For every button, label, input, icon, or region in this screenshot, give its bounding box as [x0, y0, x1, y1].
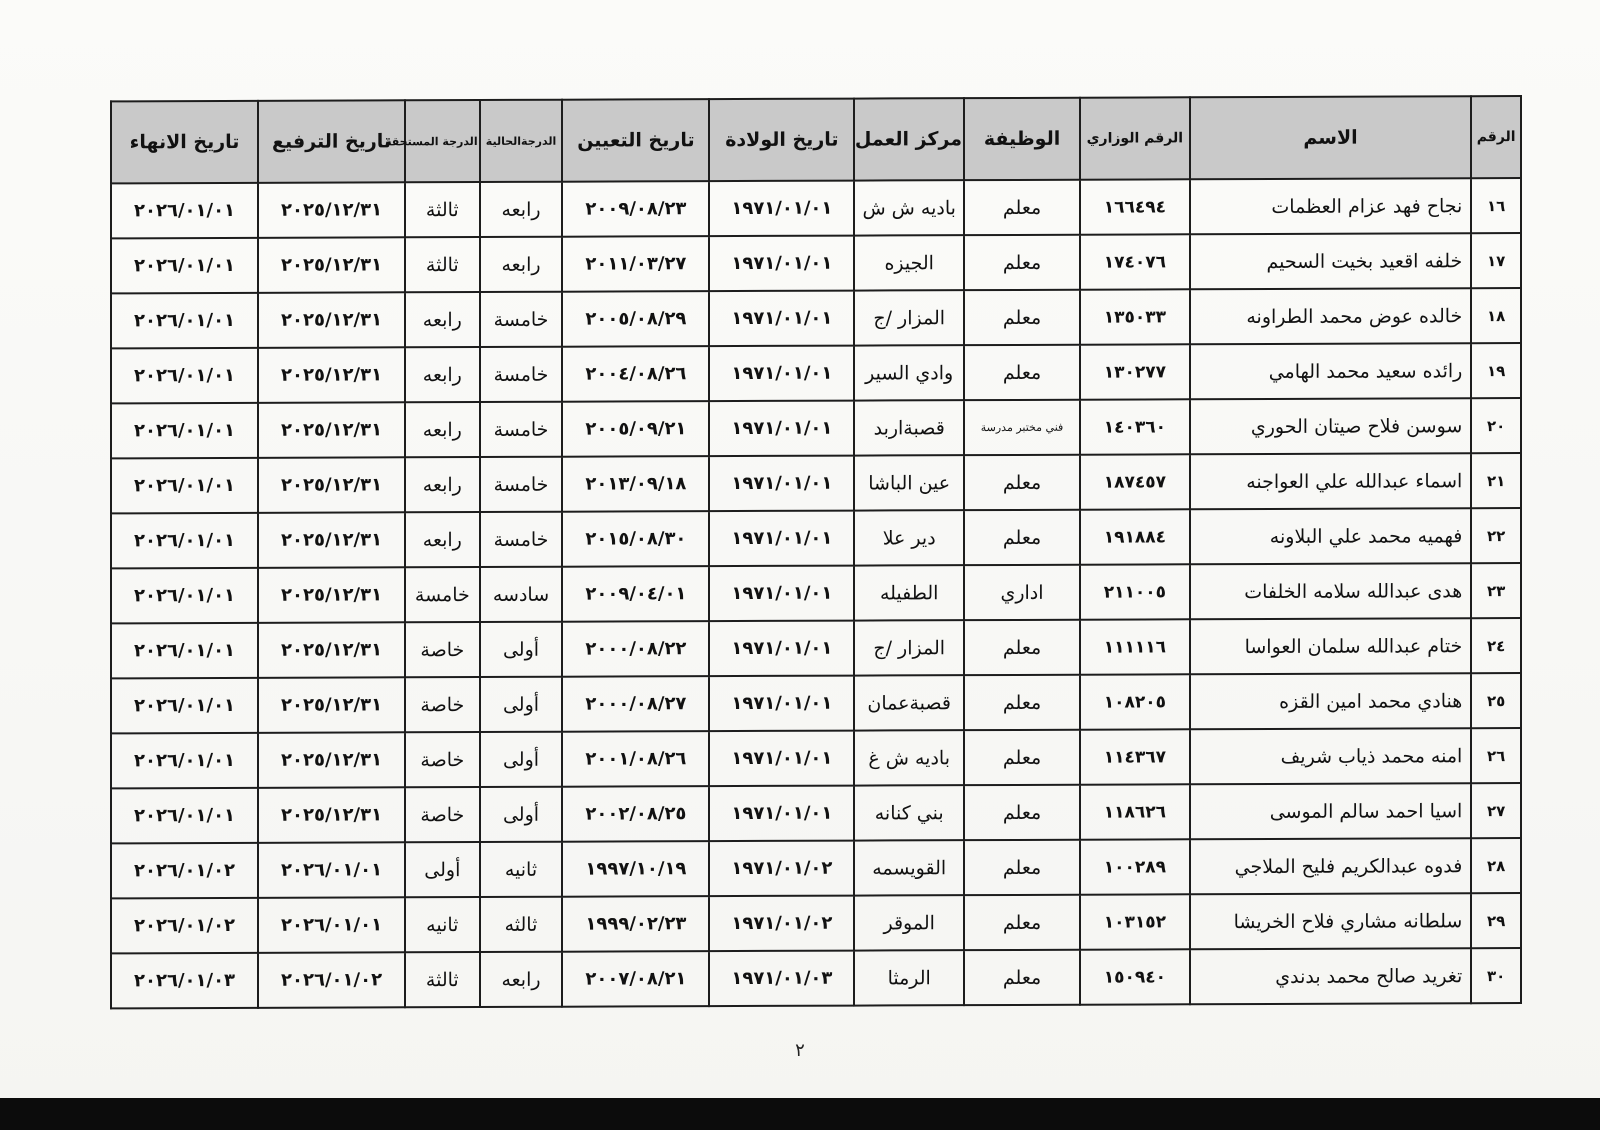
birth-date-cell: ١٩٧١/٠١/٠١	[709, 346, 854, 402]
appointment-date-cell: ١٩٩٩/٠٢/٢٣	[562, 896, 709, 952]
birth-date-cell: ١٩٧١/٠١/٠١	[709, 566, 854, 622]
ministry-number-cell: ١٠٣١٥٢	[1080, 894, 1190, 949]
due-grade-cell: خامسة	[405, 567, 480, 622]
end-date-cell: ٢٠٢٦/٠١/٠١	[111, 293, 258, 349]
employee-name-cell: سلطانه مشاري فلاح الخريشا	[1190, 893, 1472, 949]
end-date-cell: ٢٠٢٦/٠١/٠١	[111, 568, 258, 624]
appointment-date-cell: ٢٠٠٩/٠٤/٠١	[562, 566, 709, 622]
due-grade-cell: رابعه	[405, 512, 480, 567]
table-row	[111, 453, 1521, 513]
work-center-cell: الجيزه	[854, 235, 964, 290]
employee-name-cell: امنه محمد ذياب شريف	[1190, 728, 1472, 784]
promotion-date-cell: ٢٠٢٥/١٢/٣١	[258, 512, 405, 568]
job-title-cell: معلم	[964, 290, 1080, 345]
table-row	[111, 948, 1521, 1008]
ministry-number-cell: ١٩١٨٨٤	[1080, 509, 1190, 564]
scan-edge-band	[0, 1098, 1600, 1130]
work-center-cell: عين الباشا	[854, 455, 964, 510]
job-title-cell: معلم	[964, 730, 1080, 785]
job-title-cell: معلم	[964, 785, 1080, 840]
employee-name-cell: خالده عوض محمد الطراونه	[1190, 288, 1472, 344]
employee-name-cell: ختام عبدالله سلمان العواسا	[1190, 618, 1472, 674]
due-grade-cell: ثالثة	[405, 237, 480, 292]
employee-name-cell: اسماء عبدالله علي العواجنه	[1190, 453, 1472, 509]
end-date-cell: ٢٠٢٦/٠١/٠١	[111, 513, 258, 569]
row-index-cell: ٢٠	[1471, 398, 1521, 453]
table-row	[111, 893, 1521, 953]
job-title-cell: معلم	[964, 620, 1080, 675]
ministry-number-cell: ١٤٠٣٦٠	[1080, 399, 1190, 454]
work-center-cell: الطفيله	[854, 565, 964, 620]
employee-name-cell: هنادي محمد امين القزه	[1190, 673, 1472, 729]
promotion-date-cell: ٢٠٢٥/١٢/٣١	[258, 787, 405, 843]
current-grade-cell: خامسة	[480, 402, 563, 457]
birth-date-cell: ١٩٧١/٠١/٠٢	[709, 841, 854, 897]
header-appointment-date: تاريخ التعيين	[562, 99, 709, 182]
ministry-number-cell: ١٠٠٢٨٩	[1080, 839, 1190, 894]
end-date-cell: ٢٠٢٦/٠١/٠١	[111, 238, 258, 294]
end-date-cell: ٢٠٢٦/٠١/٠١	[111, 403, 258, 459]
ministry-number-cell: ١٦٦٤٩٤	[1080, 179, 1190, 234]
promotion-date-cell: ٢٠٢٥/١٢/٣١	[258, 347, 405, 403]
employee-name-cell: تغريد صالح محمد بدندي	[1190, 948, 1472, 1004]
end-date-cell: ٢٠٢٦/٠١/٠٢	[111, 898, 258, 954]
work-center-cell: باديه ش غ	[854, 730, 964, 785]
header-name: الاسم	[1190, 96, 1472, 179]
job-title-cell: معلم	[964, 455, 1080, 510]
promotion-date-cell: ٢٠٢٥/١٢/٣١	[258, 182, 405, 238]
birth-date-cell: ١٩٧١/٠١/٠١	[709, 511, 854, 567]
table-header-row	[111, 96, 1521, 183]
work-center-cell: قصبةاربد	[854, 400, 964, 455]
promotion-date-cell: ٢٠٢٥/١٢/٣١	[258, 457, 405, 513]
ministry-number-cell: ١١١١١٦	[1080, 619, 1190, 674]
row-index-cell: ٢٢	[1471, 508, 1521, 563]
work-center-cell: وادي السير	[854, 345, 964, 400]
table-row	[111, 398, 1521, 458]
employee-name-cell: هدى عبدالله سلامه الخلفات	[1190, 563, 1472, 619]
table-row	[111, 233, 1521, 293]
work-center-cell: باديه ش ش	[854, 180, 964, 235]
table-row	[111, 618, 1521, 678]
due-grade-cell: رابعه	[405, 292, 480, 347]
table-row	[111, 178, 1521, 238]
job-title-cell: معلم	[964, 675, 1080, 730]
job-title-cell: فني مختبر مدرسة	[964, 400, 1080, 455]
current-grade-cell: خامسة	[480, 347, 563, 402]
header-work-center: مركز العمل	[854, 98, 964, 180]
due-grade-cell: رابعه	[405, 457, 480, 512]
promotion-date-cell: ٢٠٢٥/١٢/٣١	[258, 567, 405, 623]
appointment-date-cell: ٢٠٠٩/٠٨/٢٣	[562, 181, 709, 237]
ministry-number-cell: ١١٨٦٢٦	[1080, 784, 1190, 839]
birth-date-cell: ١٩٧١/٠١/٠١	[709, 621, 854, 677]
birth-date-cell: ١٩٧١/٠١/٠١	[709, 786, 854, 842]
row-index-cell: ٢٩	[1471, 893, 1521, 948]
header-promotion-date: تاريخ الترفيع	[258, 100, 405, 183]
row-index-cell: ١٩	[1471, 343, 1521, 398]
ministry-number-cell: ٢١١٠٠٥	[1080, 564, 1190, 619]
birth-date-cell: ١٩٧١/٠١/٠١	[709, 291, 854, 347]
due-grade-cell: ثانيه	[405, 897, 480, 952]
promotion-date-cell: ٢٠٢٦/٠١/٠١	[258, 897, 405, 953]
appointment-date-cell: ١٩٩٧/١٠/١٩	[562, 841, 709, 897]
end-date-cell: ٢٠٢٦/٠١/٠١	[111, 458, 258, 514]
row-index-cell: ١٨	[1471, 288, 1521, 343]
ministry-number-cell: ١٨٧٤٥٧	[1080, 454, 1190, 509]
promotion-date-cell: ٢٠٢٦/٠١/٠٢	[258, 952, 405, 1008]
end-date-cell: ٢٠٢٦/٠١/٠١	[111, 348, 258, 404]
header-ministry-number: الرقم الوزاري	[1080, 97, 1190, 179]
work-center-cell: المزار /ج	[854, 620, 964, 675]
birth-date-cell: ١٩٧١/٠١/٠١	[709, 401, 854, 457]
end-date-cell: ٢٠٢٦/٠١/٠١	[111, 733, 258, 789]
row-index-cell: ٢٧	[1471, 783, 1521, 838]
row-index-cell: ٢٣	[1471, 563, 1521, 618]
header-end-date: تاريخ الانهاء	[111, 101, 258, 184]
due-grade-cell: أولى	[405, 842, 480, 897]
appointment-date-cell: ٢٠٠١/٠٨/٢٦	[562, 731, 709, 787]
appointment-date-cell: ٢٠١١/٠٣/٢٧	[562, 236, 709, 292]
job-title-cell: معلم	[964, 895, 1080, 950]
job-title-cell: معلم	[964, 510, 1080, 565]
work-center-cell: الرمثا	[854, 950, 964, 1005]
employee-name-cell: فدوه عبدالكريم فليح الملاجي	[1190, 838, 1472, 894]
ministry-number-cell: ١٥٠٩٤٠	[1080, 949, 1190, 1004]
end-date-cell: ٢٠٢٦/٠١/٠١	[111, 183, 258, 239]
table-row	[111, 838, 1521, 898]
ministry-number-cell: ١٣٠٢٧٧	[1080, 344, 1190, 399]
appointment-date-cell: ٢٠٠٥/٠٩/٢١	[562, 401, 709, 457]
promotion-date-cell: ٢٠٢٥/١٢/٣١	[258, 292, 405, 348]
job-title-cell: معلم	[964, 345, 1080, 400]
header-index: الرقم	[1471, 96, 1521, 178]
work-center-cell: القويسمه	[854, 840, 964, 895]
current-grade-cell: رابعه	[480, 237, 563, 292]
due-grade-cell: خاصة	[405, 787, 480, 842]
table-row	[111, 508, 1521, 568]
current-grade-cell: خامسة	[480, 457, 563, 512]
employee-promotion-table	[110, 95, 1522, 1009]
due-grade-cell: خاصة	[405, 677, 480, 732]
employee-name-cell: خلفه اقعيد بخيت السحيم	[1190, 233, 1472, 289]
row-index-cell: ٣٠	[1471, 948, 1521, 1003]
birth-date-cell: ١٩٧١/٠١/٠١	[709, 456, 854, 512]
employee-name-cell: فهميه محمد علي البلاونه	[1190, 508, 1472, 564]
current-grade-cell: رابعه	[480, 952, 563, 1007]
appointment-date-cell: ٢٠٠٥/٠٨/٢٩	[562, 291, 709, 347]
end-date-cell: ٢٠٢٦/٠١/٠١	[111, 623, 258, 679]
due-grade-cell: خاصة	[405, 732, 480, 787]
appointment-date-cell: ٢٠٠٧/٠٨/٢١	[562, 951, 709, 1007]
birth-date-cell: ١٩٧١/٠١/٠٣	[709, 951, 854, 1007]
due-grade-cell: رابعه	[405, 402, 480, 457]
ministry-number-cell: ١٧٤٠٧٦	[1080, 234, 1190, 289]
ministry-number-cell: ١٠٨٢٠٥	[1080, 674, 1190, 729]
employee-name-cell: نجاح فهد عزام العظمات	[1190, 178, 1472, 234]
header-birth-date: تاريخ الولادة	[709, 99, 854, 182]
row-index-cell: ١٧	[1471, 233, 1521, 288]
work-center-cell: بني كنانه	[854, 785, 964, 840]
promotion-date-cell: ٢٠٢٥/١٢/٣١	[258, 622, 405, 678]
current-grade-cell: ثالثه	[480, 897, 563, 952]
header-job: الوظيفة	[964, 98, 1080, 180]
current-grade-cell: رابعه	[480, 182, 563, 237]
promotion-date-cell: ٢٠٢٥/١٢/٣١	[258, 402, 405, 458]
birth-date-cell: ١٩٧١/٠١/٠٢	[709, 896, 854, 952]
current-grade-cell: خامسة	[480, 292, 563, 347]
row-index-cell: ٢١	[1471, 453, 1521, 508]
job-title-cell: معلم	[964, 840, 1080, 895]
promotion-date-cell: ٢٠٢٥/١٢/٣١	[258, 732, 405, 788]
job-title-cell: معلم	[964, 180, 1080, 235]
appointment-date-cell: ٢٠١٣/٠٩/١٨	[562, 456, 709, 512]
end-date-cell: ٢٠٢٦/٠١/٠١	[111, 678, 258, 734]
work-center-cell: الموقر	[854, 895, 964, 950]
promotion-date-cell: ٢٠٢٥/١٢/٣١	[258, 677, 405, 733]
row-index-cell: ٢٦	[1471, 728, 1521, 783]
birth-date-cell: ١٩٧١/٠١/٠١	[709, 731, 854, 787]
table-body	[111, 178, 1521, 1008]
header-current-grade: الدرجةالحالية	[480, 100, 563, 182]
current-grade-cell: ثانيه	[480, 842, 563, 897]
row-index-cell: ١٦	[1471, 178, 1521, 233]
job-title-cell: اداري	[964, 565, 1080, 620]
current-grade-cell: أولى	[480, 787, 563, 842]
table-row	[111, 288, 1521, 348]
row-index-cell: ٢٨	[1471, 838, 1521, 893]
ministry-number-cell: ١١٤٣٦٧	[1080, 729, 1190, 784]
end-date-cell: ٢٠٢٦/٠١/٠١	[111, 788, 258, 844]
work-center-cell: المزار /ج	[854, 290, 964, 345]
due-grade-cell: خاصة	[405, 622, 480, 677]
appointment-date-cell: ٢٠٠٠/٠٨/٢٢	[562, 621, 709, 677]
table-row	[111, 783, 1521, 843]
birth-date-cell: ١٩٧١/٠١/٠١	[709, 676, 854, 732]
appointment-date-cell: ٢٠٠٠/٠٨/٢٧	[562, 676, 709, 732]
appointment-date-cell: ٢٠٠٤/٠٨/٢٦	[562, 346, 709, 402]
due-grade-cell: ثالثة	[405, 182, 480, 237]
current-grade-cell: أولى	[480, 622, 563, 677]
current-grade-cell: خامسة	[480, 512, 563, 567]
employee-name-cell: رائده سعيد محمد الهامي	[1190, 343, 1472, 399]
ministry-number-cell: ١٣٥٠٣٣	[1080, 289, 1190, 344]
employee-table-wrapper	[110, 95, 1522, 1009]
birth-date-cell: ١٩٧١/٠١/٠١	[709, 236, 854, 292]
table-row	[111, 563, 1521, 623]
current-grade-cell: سادسه	[480, 567, 563, 622]
promotion-date-cell: ٢٠٢٥/١٢/٣١	[258, 237, 405, 293]
row-index-cell: ٢٤	[1471, 618, 1521, 673]
appointment-date-cell: ٢٠٠٢/٠٨/٢٥	[562, 786, 709, 842]
birth-date-cell: ١٩٧١/٠١/٠١	[709, 181, 854, 237]
current-grade-cell: أولى	[480, 732, 563, 787]
table-row	[111, 343, 1521, 403]
end-date-cell: ٢٠٢٦/٠١/٠٢	[111, 843, 258, 899]
work-center-cell: قصبةعمان	[854, 675, 964, 730]
job-title-cell: معلم	[964, 235, 1080, 290]
appointment-date-cell: ٢٠١٥/٠٨/٣٠	[562, 511, 709, 567]
promotion-date-cell: ٢٠٢٦/٠١/٠١	[258, 842, 405, 898]
header-due-grade: الدرجة المستحقة	[405, 100, 480, 182]
employee-name-cell: سوسن فلاح صيتان الحوري	[1190, 398, 1472, 454]
employee-name-cell: اسيا احمد سالم الموسى	[1190, 783, 1472, 839]
work-center-cell: دير علا	[854, 510, 964, 565]
page-number: ٢	[795, 1040, 805, 1061]
table-row	[111, 728, 1521, 788]
end-date-cell: ٢٠٢٦/٠١/٠٣	[111, 953, 258, 1009]
row-index-cell: ٢٥	[1471, 673, 1521, 728]
current-grade-cell: أولى	[480, 677, 563, 732]
job-title-cell: معلم	[964, 950, 1080, 1005]
due-grade-cell: ثالثة	[405, 952, 480, 1007]
table-row	[111, 673, 1521, 733]
due-grade-cell: رابعه	[405, 347, 480, 402]
